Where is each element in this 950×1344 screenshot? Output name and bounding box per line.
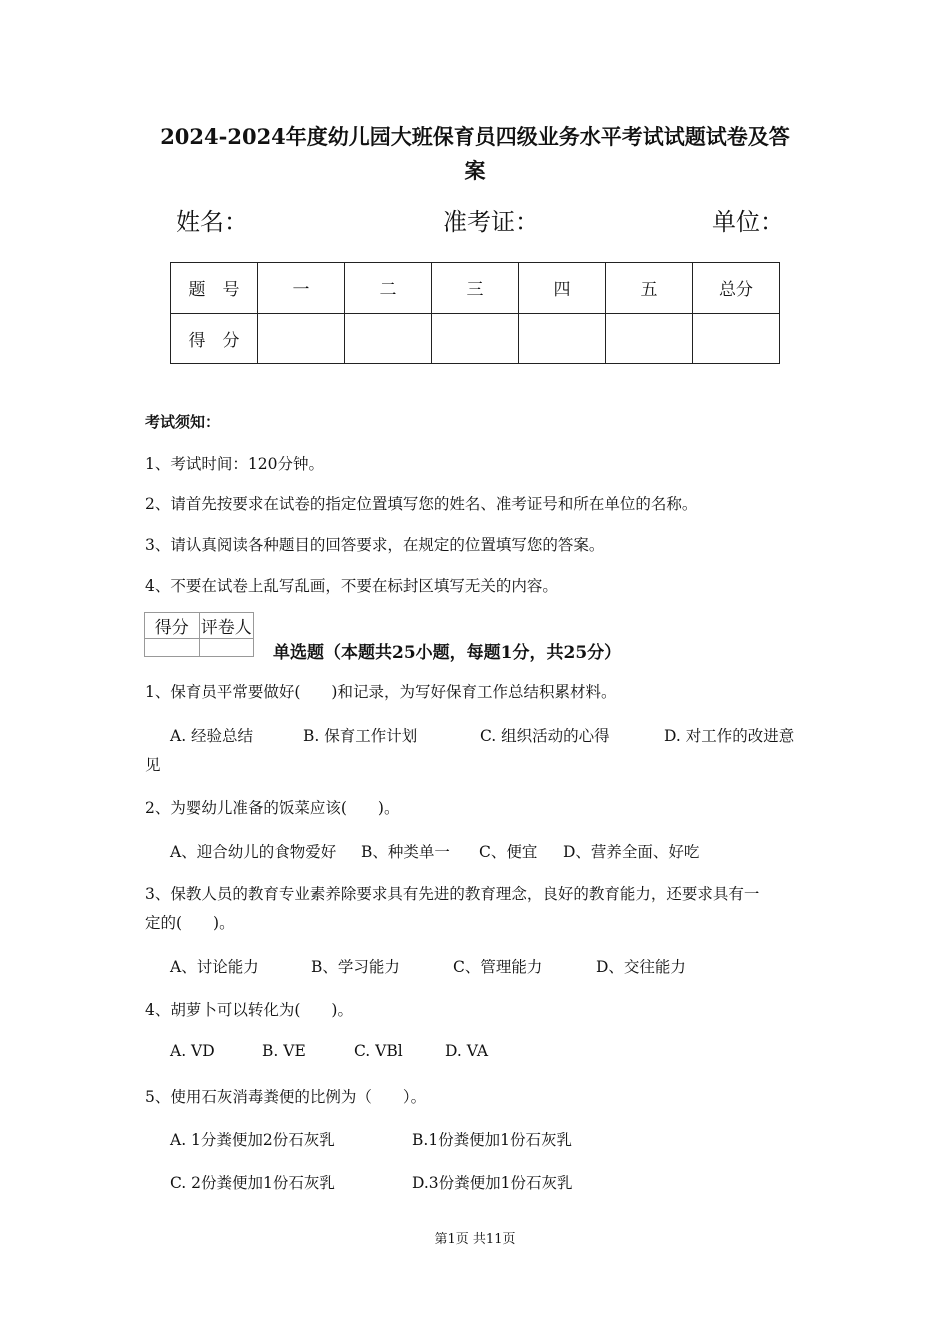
score-table-header-cell: 总分 [693, 263, 780, 314]
grader-score-cell[interactable] [145, 639, 200, 657]
score-cell[interactable] [693, 313, 780, 364]
option-b: B、学习能力 [311, 958, 400, 976]
option-c: C、管理能力 [453, 958, 543, 976]
notice-item: 4、不要在试卷上乱写乱画，不要在标封区填写无关的内容。 [145, 577, 558, 595]
score-table-header-cell: 一 [258, 263, 345, 314]
question-stem: 3、保教人员的教育专业素养除要求具有先进的教育理念，良好的教育能力，还要求具有一 [145, 885, 760, 903]
question-stem-cont: 定的( )。 [145, 914, 235, 932]
grader-name-label: 评卷人 [199, 613, 254, 639]
section-title: 单选题（本题共25小题，每题1分，共25分） [273, 643, 622, 663]
option-d-wrap: 见 [145, 756, 161, 774]
option-c: C、便宜 [479, 843, 538, 861]
option-a: A. 经验总结 [170, 727, 254, 745]
page-footer: 第1页 共11页 [434, 1232, 516, 1247]
name-label: 姓名： [176, 208, 248, 236]
score-table-header-row [171, 263, 780, 314]
score-table-header-cell: 三 [432, 263, 519, 314]
option-a: A、讨论能力 [170, 958, 259, 976]
grader-score-label: 得分 [145, 613, 200, 639]
question-stem: 1、保育员平常要做好( )和记录，为写好保育工作总结积累材料。 [145, 683, 617, 701]
notice-item: 1、考试时间：120分钟。 [145, 455, 324, 473]
option-d: D、营养全面、好吃 [563, 843, 700, 861]
notice-title: 考试须知： [145, 413, 221, 431]
option-d: D.3份粪便加1份石灰乳 [412, 1174, 573, 1192]
option-a: A. 1分粪便加2份石灰乳 [170, 1131, 335, 1149]
score-row-label: 得 分 [171, 313, 258, 364]
option-c: C. 组织活动的心得 [480, 727, 610, 745]
score-cell[interactable] [258, 313, 345, 364]
score-cell[interactable] [606, 313, 693, 364]
score-table-header-cell: 题 号 [171, 263, 258, 314]
option-d: D、交往能力 [596, 958, 686, 976]
option-c: C. VBl [354, 1042, 403, 1060]
option-b: B. VE [262, 1042, 306, 1060]
exam-id-label: 准考证： [443, 208, 539, 236]
score-cell[interactable] [519, 313, 606, 364]
question-stem: 5、使用石灰消毒粪便的比例为（ ）。 [145, 1088, 427, 1106]
grader-table [144, 612, 254, 657]
option-a: A. VD [170, 1042, 215, 1060]
document-title-line1: 2024-2024年度幼儿园大班保育员四级业务水平考试试题试卷及答 [160, 124, 790, 149]
option-d: D. 对工作的改进意 [664, 727, 795, 745]
grader-name-cell[interactable] [199, 639, 254, 657]
question-stem: 4、胡萝卜可以转化为( )。 [145, 1001, 353, 1019]
score-cell[interactable] [345, 313, 432, 364]
option-a: A、迎合幼儿的食物爱好 [170, 843, 337, 861]
option-c: C. 2份粪便加1份石灰乳 [170, 1174, 335, 1192]
question-stem: 2、为婴幼儿准备的饭菜应该( )。 [145, 799, 400, 817]
score-table-header-cell: 二 [345, 263, 432, 314]
score-table [170, 262, 780, 364]
score-table-header-cell: 五 [606, 263, 693, 314]
score-table-score-row [171, 313, 780, 364]
notice-item: 2、请首先按要求在试卷的指定位置填写您的姓名、准考证号和所在单位的名称。 [145, 495, 698, 513]
notice-item: 3、请认真阅读各种题目的回答要求，在规定的位置填写您的答案。 [145, 536, 605, 554]
option-b: B. 保育工作计划 [303, 727, 418, 745]
unit-label: 单位： [712, 208, 784, 236]
option-d: D. VA [445, 1042, 489, 1060]
document-title-line2: 案 [464, 158, 486, 183]
option-b: B、种类单一 [361, 843, 450, 861]
score-cell[interactable] [432, 313, 519, 364]
option-b: B.1份粪便加1份石灰乳 [412, 1131, 573, 1149]
score-table-header-cell: 四 [519, 263, 606, 314]
